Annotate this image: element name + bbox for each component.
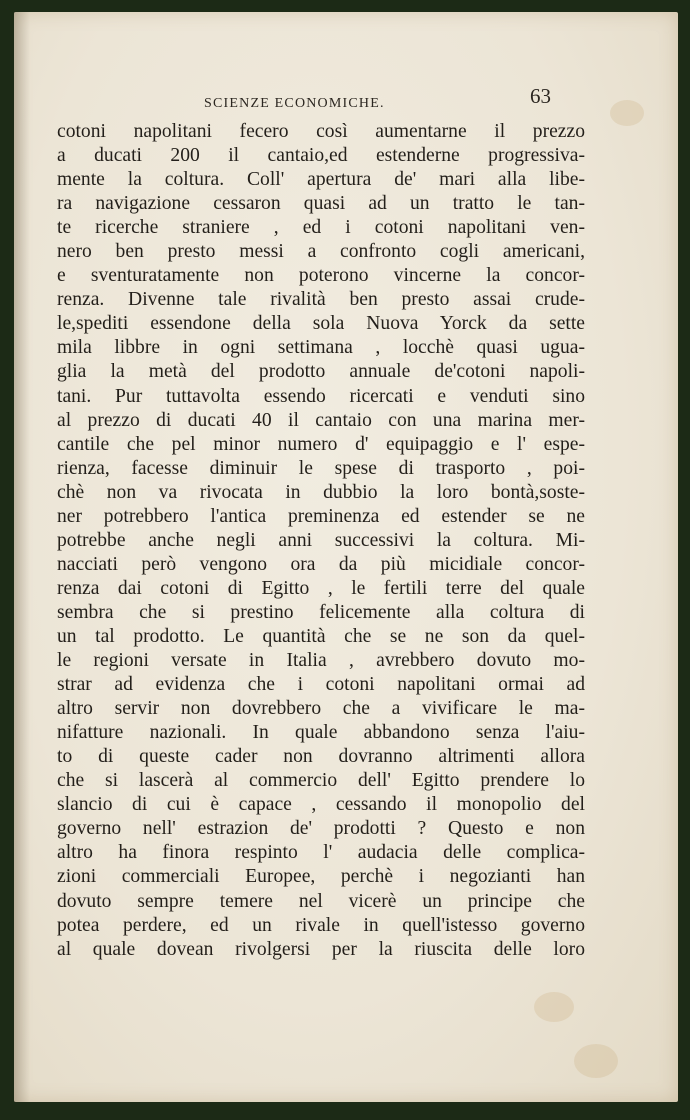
binding-shadow [14, 12, 30, 1102]
text-line: sembra che si prestino felicemente alla coltura di [57, 601, 585, 623]
text-line: al quale dovean rivolgersi per la riuscita delle loro [57, 938, 585, 960]
page-number: 63 [530, 84, 551, 108]
book-page [14, 12, 678, 1102]
text-line: cantile che pel minor numero d' equipaggio e l' espe- [57, 433, 585, 455]
text-line: nacciati però vengono ora da più micidiale concor- [57, 553, 585, 575]
text-line: altro ha finora respinto l' audacia delle complica- [57, 842, 585, 864]
running-title: SCIENZE ECONOMICHE. [204, 96, 385, 111]
text-line: dovuto sempre temere nel vicerè un principe che [57, 890, 585, 912]
text-line: mente la coltura. Coll' apertura de' mari alla libe- [57, 169, 585, 191]
text-line: al prezzo di ducati 40 il cantaio con una marina mer- [57, 409, 585, 431]
text-line: un tal prodotto. Le quantità che se ne son da quel- [57, 625, 585, 647]
text-line: governo nell' estrazion de' prodotti ? Questo e non [57, 818, 585, 840]
text-line: le,spediti essendone della sola Nuova Yorck da sette [57, 313, 585, 335]
text-line: le regioni versate in Italia , avrebbero dovuto mo- [57, 650, 585, 672]
text-line: glia la metà del prodotto annuale de'cotoni napoli- [57, 361, 585, 383]
text-line: ner potrebbero l'antica preminenza ed estender se ne [57, 505, 585, 527]
text-line: zioni commerciali Europee, perchè i negozianti han [57, 866, 585, 888]
text-line: renza dai cotoni di Egitto , le fertili terre del quale [57, 577, 585, 599]
text-line: e sventuratamente non poterono vincerne la concor- [57, 265, 585, 287]
text-line: che si lascerà al commercio dell' Egitto prendere lo [57, 770, 585, 792]
text-line: renza. Divenne tale rivalità ben presto assai crude- [57, 289, 585, 311]
text-line: mila libbre in ogni settimana , locchè quasi ugua- [57, 337, 585, 359]
foxing-spot [534, 992, 574, 1022]
page-header [14, 84, 678, 118]
text-line: strar ad evidenza che i cotoni napolitani ormai ad [57, 674, 585, 696]
text-line: te ricerche straniere , ed i cotoni napolitani ven- [57, 217, 585, 239]
text-line: to di queste cader non dovranno altrimenti allora [57, 746, 585, 768]
text-line: potea perdere, ed un rivale in quell'istesso governo [57, 914, 585, 936]
text-line: potrebbe anche negli anni successivi la coltura. Mi- [57, 529, 585, 551]
foxing-spot [574, 1044, 618, 1078]
body-text [57, 120, 585, 962]
text-line: a ducati 200 il cantaio,ed estenderne progressiva- [57, 145, 585, 167]
text-line: nero ben presto messi a confronto cogli americani, [57, 241, 585, 263]
text-line: chè non va rivocata in dubbio la loro bontà,soste- [57, 481, 585, 503]
text-line: cotoni napolitani fecero così aumentarne il prezzo [57, 121, 585, 142]
text-line: tani. Pur tuttavolta essendo ricercati e venduti sino [57, 385, 585, 407]
text-line: nifatture nazionali. In quale abbandono senza l'aiu- [57, 722, 585, 744]
text-line: slancio di cui è capace , cessando il monopolio del [57, 794, 585, 816]
text-line: altro servir non dovrebbero che a vivificare le ma- [57, 698, 585, 720]
text-line: rienza, facesse diminuir le spese di trasporto , poi- [57, 457, 585, 479]
text-line: ra navigazione cessaron quasi ad un tratto le tan- [57, 193, 585, 215]
